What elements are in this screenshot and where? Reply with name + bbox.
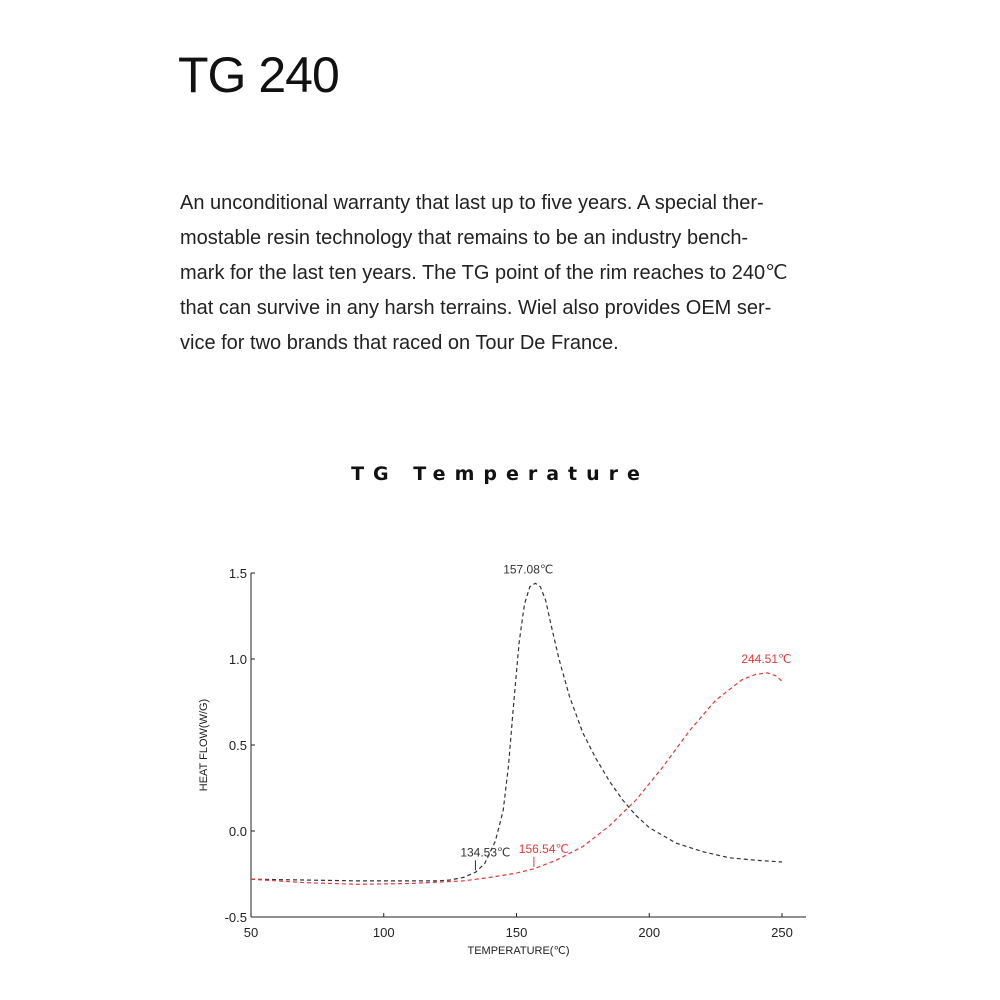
y-tick-label: 0.0 <box>228 824 247 839</box>
x-tick-label: 50 <box>243 925 259 940</box>
annotation-label: 244.51℃ <box>741 651 792 666</box>
y-tick-label: -0.5 <box>224 910 247 925</box>
description-line: mostable resin technology that remains to be an industry bench- <box>180 227 749 249</box>
annotation-label: 157.08℃ <box>503 562 554 577</box>
page-title: TG 240 <box>178 47 339 103</box>
description-line: An unconditional warranty that last up to five years. A special ther- <box>180 192 764 214</box>
x-axis-label: TEMPERATURE(℃) <box>467 945 570 957</box>
description-line: vice for two brands that raced on Tour De France. <box>180 332 619 354</box>
annotation-label: 156.54℃ <box>518 841 569 856</box>
y-tick-label: 0.5 <box>228 738 247 753</box>
x-tick-label: 150 <box>505 925 528 940</box>
y-tick-label: 1.5 <box>228 566 247 581</box>
description-line: that can survive in any harsh terrains. Wiel also provides OEM ser- <box>180 297 772 319</box>
series-line-red <box>251 673 782 885</box>
annotation-label: 134.53℃ <box>460 845 511 860</box>
description-line: mark for the last ten years. The TG point of the rim reaches to 240℃ <box>180 262 788 284</box>
x-tick-label: 250 <box>771 925 793 940</box>
y-axis-label: HEAT FLOW(W/G) <box>198 698 210 792</box>
x-tick-label: 200 <box>638 925 661 940</box>
series-line-black <box>251 583 782 881</box>
x-tick-label: 100 <box>372 925 395 940</box>
y-tick-label: 1.0 <box>228 652 247 667</box>
chart-title: TG Temperature <box>351 463 649 485</box>
